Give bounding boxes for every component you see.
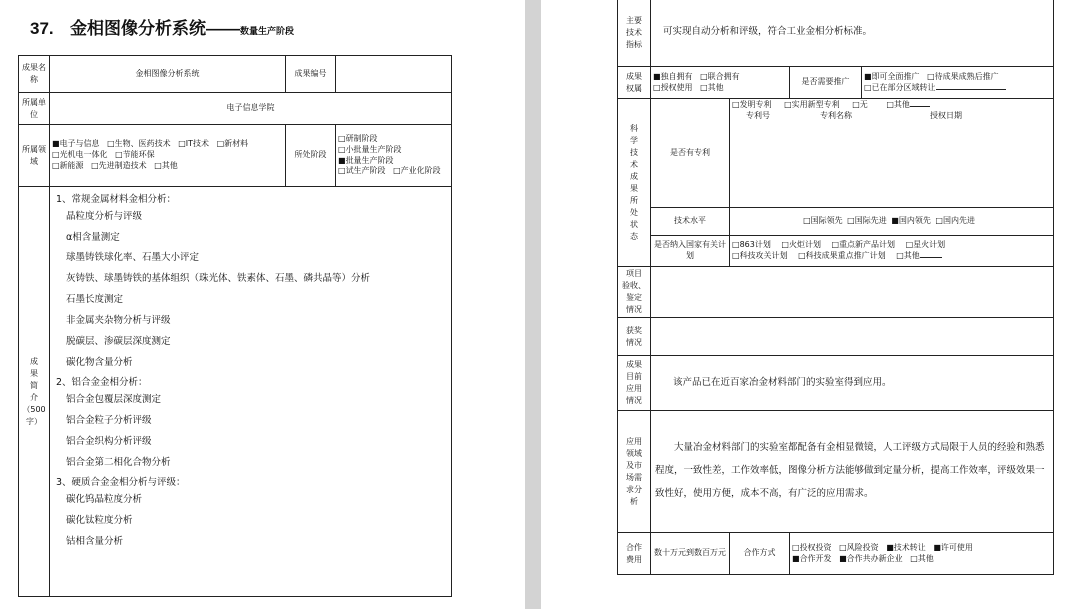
section-heading: 2、铝合金金相分析： [56, 377, 148, 389]
application-label: 成果 目前 应用 情况 [618, 356, 651, 411]
achievement-form-right [617, 0, 1054, 575]
analysis-item: 碳化钛粒度分析 [66, 515, 133, 526]
plan-option[interactable]: □重点新产品计划 [831, 240, 896, 250]
patent-option[interactable]: □无 [852, 100, 868, 109]
stage-label: 所处阶段 [286, 125, 336, 187]
achievement-name: 金相图像分析系统 [50, 56, 286, 93]
demand-label: 应用 领域 及市 场需 求分 析 [618, 411, 651, 533]
analysis-item: 铝合金包覆层深度测定 [66, 394, 162, 406]
stage-option[interactable]: ■批量生产阶段 [338, 155, 394, 165]
rights-options [651, 67, 790, 99]
coop-option[interactable]: □风险投资 [839, 542, 879, 552]
stage-option[interactable]: □试生产阶段 [338, 166, 386, 176]
rights-option[interactable]: □授权使用 [653, 82, 693, 92]
patent-label: 是否有专利 [651, 99, 730, 208]
row-tech-level [618, 208, 1054, 236]
analysis-item: 石墨长度测定 [66, 294, 124, 306]
row-coop [618, 533, 1054, 575]
patent-option[interactable]: □发明专利 [732, 100, 772, 109]
coop-option[interactable]: ■许可使用 [933, 542, 973, 552]
plan-option[interactable]: □科技攻关计划 [732, 251, 788, 260]
title-number: 37. [30, 19, 54, 38]
rights-label: 成果 权属 [618, 67, 651, 99]
row-awards [618, 318, 1054, 356]
patent-date-label: 授权日期 [930, 110, 962, 120]
promo-option[interactable]: ■即可全面推广 [864, 71, 920, 81]
stage-option[interactable]: □小批量生产阶段 [338, 144, 402, 154]
title-main: 金相图像分析系统—— [70, 19, 240, 38]
coop-option[interactable]: ■技术转让 [886, 542, 926, 552]
state-label: 科 学 技 术 成 果 所 处 状 态 [618, 99, 651, 267]
field-option[interactable]: ■电子与信息 [52, 139, 100, 149]
intro-content [50, 187, 452, 597]
coop-option[interactable]: □投权投资 [792, 542, 832, 552]
analysis-item: 碳化物含量分析 [66, 356, 133, 368]
plan-option[interactable]: □其他 [896, 251, 942, 262]
analysis-item: 晶粒度分析与评级 [66, 210, 143, 222]
section-heading: 3、硬质合金金相分析与评级： [56, 477, 186, 489]
coop-option[interactable]: ■合作共办新企业 [839, 553, 903, 563]
field-option[interactable]: □生物、医药技术 [107, 139, 171, 149]
acceptance-label: 项目 验收、 鉴定 情况 [618, 267, 651, 318]
patent-number-label: 专利号 [746, 110, 770, 120]
field-option[interactable]: □新材料 [216, 139, 249, 149]
tech-level-label: 技术水平 [651, 208, 730, 236]
analysis-item: 灰铸铁、球墨铸铁的基体组织（珠光体、铁素体、石墨、磷共晶等）分析 [66, 273, 371, 285]
tech-level-options [730, 208, 1054, 236]
achievement-form-left [18, 55, 452, 597]
patent-option[interactable]: □实用新型专利 [784, 100, 840, 109]
field-label: 所属领域 [19, 125, 50, 187]
patent-name-label: 专利名称 [820, 110, 852, 120]
awards-value [651, 318, 1054, 356]
plan-option[interactable]: □星火计划 [905, 240, 946, 250]
promo-option[interactable]: □待成果成熟后推广 [927, 71, 999, 81]
analysis-item: 非金属夹杂物分析与评级 [66, 314, 171, 326]
awards-label: 获奖 情况 [618, 318, 651, 356]
stage-option[interactable]: □产业化阶段 [393, 166, 441, 176]
application-value: 该产品已在近百家冶金材料部门的实验室得到应用。 [651, 356, 1054, 411]
row-intro [19, 187, 452, 597]
analysis-item: 铝合金第二相化合物分析 [66, 456, 171, 468]
plan-option[interactable]: □火炬计划 [781, 240, 821, 250]
tech-level-option[interactable]: □国际领先 [803, 216, 843, 226]
coop-label: 合作 费用 [618, 533, 651, 575]
coop-option[interactable]: ■合作开发 [792, 553, 832, 563]
field-option[interactable]: □IT技术 [178, 139, 210, 149]
row-acceptance [618, 267, 1054, 318]
demand-value: 大量冶金材料部门的实验室都配备有金相显微镜，人工评级方式局限于人员的经验和熟悉程度，一致性差，工作效率低，图像分析方法能够做到定量分析，提高工作效率，评级效果一致性好，使用方便，成本不高，有广泛的应用需求。 [651, 411, 1054, 533]
rights-option[interactable]: ■独自拥有 [653, 71, 693, 81]
row-main-tech [618, 0, 1054, 67]
analysis-item: 钴相含量分析 [66, 535, 124, 547]
analysis-item: 脱碳层、渗碳层深度测定 [66, 335, 171, 347]
row-plans [618, 236, 1054, 267]
tech-level-option[interactable]: □国内先进 [935, 216, 975, 226]
intro-label: 成 果 简 介 （500 字） [19, 187, 50, 597]
tech-level-option[interactable]: □国际先进 [847, 216, 887, 226]
section-heading: 1、常规金属材料金相分析： [56, 194, 177, 205]
row-field [19, 125, 452, 187]
coop-fee: 数十万元到数百万元 [651, 533, 730, 575]
page-gutter [525, 0, 541, 609]
tech-level-option[interactable]: ■国内领先 [891, 216, 931, 226]
rights-option[interactable]: □其他 [700, 82, 724, 92]
right-page [541, 0, 1069, 609]
row-rights [618, 67, 1054, 99]
code-label: 成果编号 [286, 56, 336, 93]
document-title [30, 14, 294, 39]
name-label: 成果名称 [19, 56, 50, 93]
promo-options [862, 67, 1054, 99]
left-page [0, 0, 525, 609]
plan-option[interactable]: □863计划 [732, 240, 771, 250]
unit-value: 电子信息学院 [50, 93, 452, 125]
analysis-item: 球墨铸铁球化率、石墨大小评定 [66, 252, 200, 264]
field-option[interactable]: □先进制造技术 [91, 160, 147, 170]
analysis-item: α相含量测定 [66, 231, 120, 243]
analysis-item: 铝合金织构分析评级 [66, 435, 152, 447]
patent-option[interactable]: □其他 [886, 100, 930, 111]
field-option[interactable]: □其他 [154, 160, 178, 170]
unit-label: 所属单位 [19, 93, 50, 125]
coop-option[interactable]: □其他 [910, 553, 934, 563]
field-option[interactable]: □节能环保 [115, 150, 155, 160]
patent-options [730, 99, 1054, 208]
stage-option[interactable]: □研制阶段 [338, 133, 378, 143]
acceptance-value [651, 267, 1054, 318]
stage-options [336, 125, 452, 187]
field-options [50, 125, 286, 187]
field-option[interactable]: □新能源 [52, 160, 84, 170]
plan-options [730, 236, 1054, 267]
row-demand [618, 411, 1054, 533]
promo-label: 是否需要推广 [790, 67, 862, 99]
row-patent [618, 99, 1054, 208]
rights-option[interactable]: □联合拥有 [700, 71, 740, 81]
row-unit [19, 93, 452, 125]
coop-method-label: 合作方式 [730, 533, 790, 575]
row-application [618, 356, 1054, 411]
title-stage: 数量生产阶段 [240, 26, 295, 36]
analysis-item: 铝合金粒子分析评级 [66, 414, 152, 426]
main-tech-label: 主要 技术 指标 [618, 0, 651, 67]
analysis-item: 碳化钨晶粒度分析 [66, 494, 143, 506]
coop-methods [790, 533, 1054, 575]
row-name [19, 56, 452, 93]
plan-label: 是否纳入国家有关计划 [651, 236, 730, 267]
plan-option[interactable]: □科技成果重点推广计划 [798, 251, 886, 260]
promo-option[interactable]: □已在部分区域转让 [864, 83, 1006, 94]
code-value [336, 56, 452, 93]
main-tech-value: 可实现自动分析和评级，符合工业金相分析标准。 [651, 0, 1054, 67]
field-option[interactable]: □光机电一体化 [52, 150, 108, 160]
